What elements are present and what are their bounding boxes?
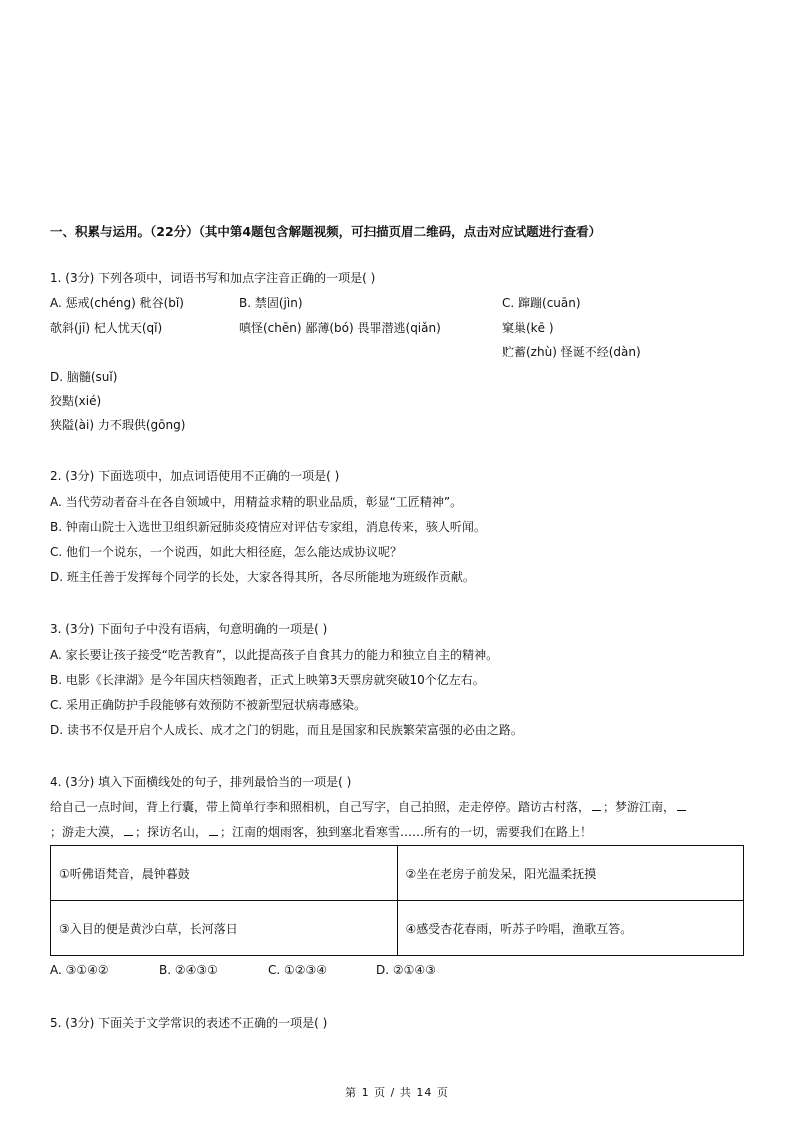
q4-passage-text-5: ；江南的烟雨客，独到塞北看寒雪……所有的一切，需要我们在路上！ [220, 825, 593, 839]
q1-option-d-line3: 狭隘(ài) 力不瑕供(gōng) [50, 418, 186, 432]
q4-passage-line2 [50, 824, 592, 840]
table-cell-2: ②坐在老房子前发呆，阳光温柔抚摸 [397, 846, 744, 901]
q4-passage-text-4: ；探访名山， [135, 825, 208, 839]
q3-option-b: B. 电影《长津湖》是今年国庆档领跑者，正式上映第3天票房就突破10个亿左右。 [50, 673, 485, 687]
q1-option-c-line1: C. 蹿蹦(cuān) [502, 296, 581, 310]
q4-options-table [50, 845, 744, 956]
q3-option-c: C. 采用正确防护手段能够有效预防不被新型冠状病毒感染。 [50, 698, 367, 712]
table-cell-1: ①听佛语梵音，晨钟暮鼓 [51, 846, 398, 901]
table-cell-4: ④感受杏花春雨，听苏子吟唱，渔歌互答。 [397, 901, 744, 956]
blank-4 [209, 824, 218, 836]
section-title: 一、积累与运用。（22分）（其中第4题包含解题视频，可扫描页眉二维码，点击对应试题进行查看） [50, 224, 602, 239]
q1-option-d-line2: 狡黠(xié) [50, 394, 102, 408]
q4-stem: 4. (3分) 填入下面横线处的句子，排列最恰当的一项是( ) [50, 775, 352, 789]
q4-answer-b: B. ②④③① [159, 963, 218, 977]
q5-stem: 5. (3分) 下面关于文学常识的表述不正确的一项是( ) [50, 1016, 328, 1030]
q3-stem: 3. (3分) 下面句子中没有语病，句意明确的一项是( ) [50, 622, 328, 636]
table-cell-3: ③入目的便是黄沙白草，长河落日 [51, 901, 398, 956]
q2-option-c: C. 他们一个说东，一个说西，如此大相径庭，怎么能达成协议呢？ [50, 545, 403, 559]
q3-option-a: A. 家长要让孩子接受“吃苦教育”，以此提高孩子自食其力的能力和独立自主的精神。 [50, 648, 499, 662]
q1-option-c-line3: 贮蓄(zhù) 怪诞不经(dàn) [502, 345, 641, 359]
q1-option-a-line1: A. 惩戒(chéng) 秕谷(bǐ) [50, 296, 184, 310]
q4-passage-text-2: ；梦游江南， [603, 800, 676, 814]
q4-answer-a: A. ③①④② [50, 963, 109, 977]
blank-1 [592, 799, 601, 811]
q1-option-a-line2: 欹斜(jī) 杞人忧天(qǐ) [50, 321, 163, 335]
q1-stem: 1. (3分) 下列各项中，词语书写和加点字注音正确的一项是( ) [50, 271, 376, 285]
q2-stem: 2. (3分) 下面选项中，加点词语使用不正确的一项是( ) [50, 469, 340, 483]
q1-option-c-line2: 窠巢(kē ) [502, 321, 554, 335]
q4-passage-text-1: 给自己一点时间，背上行囊，带上简单行李和照相机，自己写字，自己拍照，走走停停。踏访古村落， [50, 800, 591, 814]
q2-option-d: D. 班主任善于发挥每个同学的长处，大家各得其所，各尽所能地为班级作贡献。 [50, 570, 475, 584]
q1-option-d-line1: D. 脑髓(suǐ) [50, 370, 118, 384]
q4-passage-text-3: ；游走大漠， [50, 825, 123, 839]
q2-option-a: A. 当代劳动者奋斗在各自领域中，用精益求精的职业品质，彰显“工匠精神”。 [50, 495, 463, 509]
table-row [51, 846, 744, 901]
blank-2 [677, 799, 686, 811]
q4-answer-d: D. ②①④③ [376, 963, 436, 977]
table-row [51, 901, 744, 956]
q4-passage-line1 [50, 799, 688, 815]
q4-answer-c: C. ①②③④ [268, 963, 328, 977]
blank-3 [124, 824, 133, 836]
q2-option-b: B. 钟南山院士入选世卫组织新冠肺炎疫情应对评估专家组，消息传来，骇人听闻。 [50, 520, 486, 534]
q1-option-b-line1: B. 禁固(jìn) [239, 296, 303, 310]
q1-option-b-line2: 嗔怪(chēn) 鄙薄(bó) 畏罪潜逃(qiǎn) [239, 321, 441, 335]
page-footer: 第 1 页 / 共 14 页 [345, 1086, 449, 1099]
q3-option-d: D. 读书不仅是开启个人成长、成才之门的钥匙，而且是国家和民族繁荣富强的必由之路。 [50, 723, 523, 737]
